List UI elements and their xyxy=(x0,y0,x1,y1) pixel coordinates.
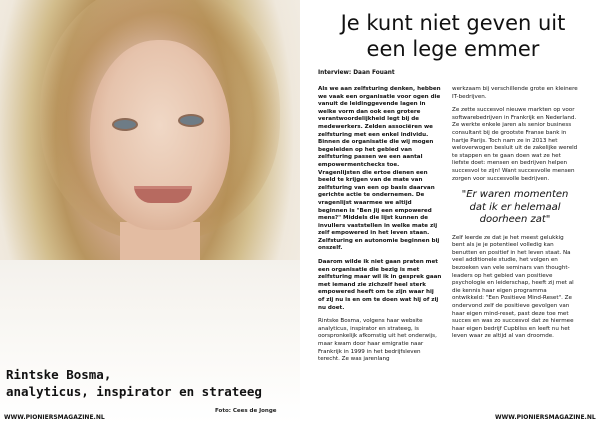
footer-url-left[interactable]: WWW.PIONIERSMAGAZINE.NL xyxy=(4,414,105,421)
body-paragraph: Rintske Bosma, volgens haar website analyticus, inspirator en strateeg, is oorspronkelijk afkomstig uit het onderwijs, maar kwam door haar emigratie naar Frankrijk in 1999 in het bedrijfsleven terecht. Ze was jarenlang xyxy=(318,318,437,363)
pull-quote xyxy=(452,189,578,227)
pull-quote-line2: dat ik er helemaal xyxy=(469,201,561,213)
portrait-mouth xyxy=(134,186,192,203)
pull-quote-line1: "Er waren momenten xyxy=(461,189,569,201)
photo-caption xyxy=(6,366,296,400)
caption-name: Rintske Bosma, xyxy=(6,367,112,382)
caption-role: analyticus, inspirator en strateeg xyxy=(6,384,262,399)
column-1 xyxy=(318,86,442,370)
body-paragraph-4: Zelf leerde ze dat je het meest gelukkig bent als je je potentieel volledig kan benutten en positief in het leven staat. Na veel additionele studie, het volgen en bezoeken van vele seminars van thought-leaders op het gebied van positieve psychologie en leiderschap, heeft zij met al die kennis haar eigen programma ontwikkeld: "Een Positieve Mind-Reset". Ze ondervond zelf de positieve gevolgen van haar eigen mind-reset, past deze toe met succes en was zo succesvol dat ze hiermee haar eigen bedrijf Cupbliss en leeft nu het leven waar ze altijd al van droomde. xyxy=(452,234,574,340)
article-title xyxy=(318,10,588,62)
pull-quote-line3: doorheen zat" xyxy=(479,214,551,226)
intro-paragraph-2: Daarom wilde ik niet gaan praten met een organisatie die bezig is met zelfsturing maar wil ik in gesprek gaan met iemand zie zichzelf heel sterk empowered heeft om te zijn waar hij of zij nu is en om te doen wat hij of zij nu doet. xyxy=(318,259,442,311)
portrait-right-eye xyxy=(178,114,204,127)
photo-credit: Foto: Cees de Jonge xyxy=(215,408,277,414)
body-paragraph-2: werkzaam bij verschillende grote en kleinere IT-bedrijven. xyxy=(452,86,578,100)
byline: Interview: Daan Fouant xyxy=(318,70,395,76)
intro-paragraph: Als we aan zelfsturing denken, hebben we vaak een organisatie voor ogen die vanuit de leidinggevende lagen in welke vorm dan ook een grotere verantwoordelijkheid legt bij de medewerkers. Zelden associëren we zelfsturing met een enkel individu. Binnen de organisatie die wij mogen begeleiden op het gebied van zelfsturing passen we een aantal empowermentchecks toe. Vragenlijsten die ertoe dienen een beeld te krijgen van de mate van zelfsturing van een op basis daarvan gerichte actie te ondernemen. De vragenlijst waarmee we altijd beginnen is "Ben jij een empowered mens?" Middels die lijst kunnen de invullers vaststellen in welke mate zij zelf empowered in het leven staan. Zelfsturing en autonomie beginnen bij onszelf. xyxy=(318,86,441,252)
article-title-line2: een lege emmer xyxy=(366,37,540,61)
article-title-line1: Je kunt niet geven uit xyxy=(340,11,566,35)
body-paragraph-3: Ze zette succesvol nieuwe markten op voor softwarebedrijven in Frankrijk en Nederland. Ze werkte enkele jaren als senior business consultant bij de grootste Franse bank in hartje Parijs. Toch nam ze in 2013 het weloverwogen besluit uit de zakelijke wereld te stappen en te gaan doen wat ze het liefste doet: mensen en bedrijven helpen succesvol te zijn! Want succesvolle mensen zorgen voor succesvolle bedrijven. xyxy=(452,107,578,182)
portrait-left-eye xyxy=(112,118,138,131)
footer-url-right[interactable]: WWW.PIONIERSMAGAZINE.NL xyxy=(495,414,596,421)
column-2 xyxy=(452,86,578,347)
